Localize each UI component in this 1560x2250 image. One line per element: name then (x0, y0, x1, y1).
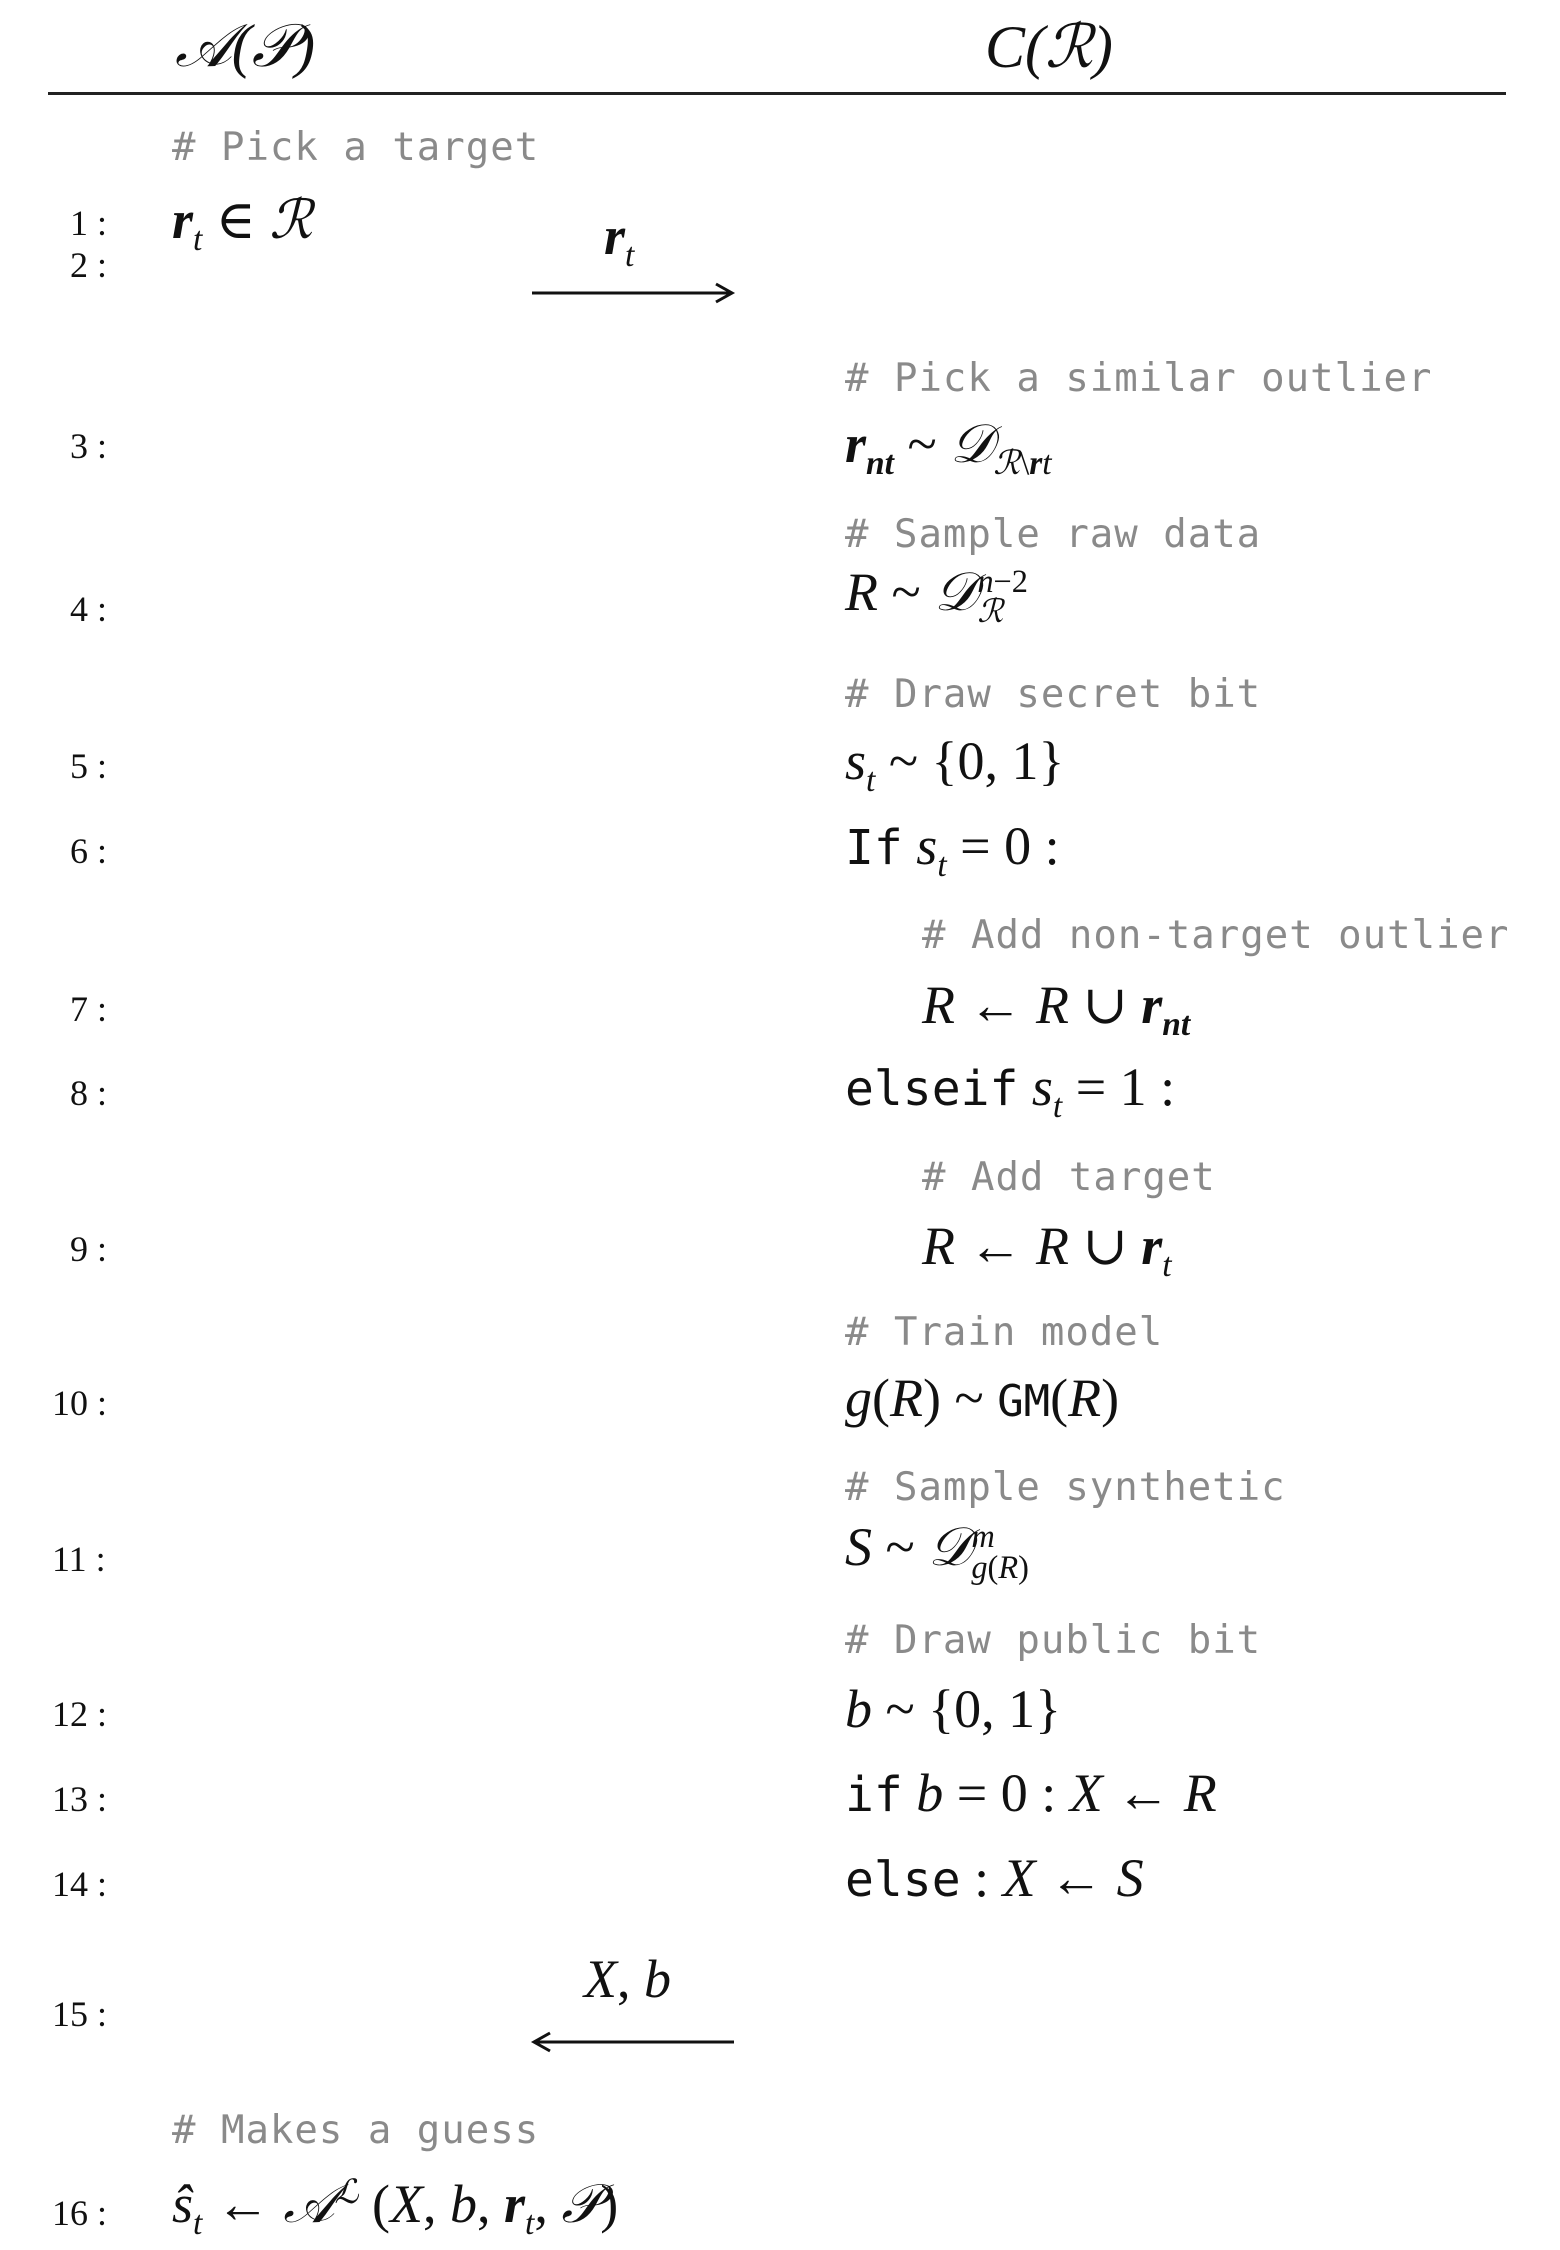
comment-add-target: # Add target (922, 1155, 1216, 1200)
target-selection-expression: $r_t$ ∈ ℛ (172, 188, 313, 258)
public-bit-expression: b ~ {0, 1} (845, 1679, 1062, 1739)
if-keyword: If (845, 820, 903, 876)
guess-expression: $ŝ_t$ ← 𝒜$^ℒ$ (X, b, $r_t$, 𝒫) (172, 2172, 619, 2242)
comment-sample-raw-data: # Sample raw data (845, 512, 1262, 557)
else-keyword: else (845, 1852, 961, 1908)
line-number-16: 16 : (52, 2193, 108, 2233)
comment-add-non-target-outlier: # Add non-target outlier (922, 913, 1510, 958)
line-number-3: 3 : (70, 426, 108, 466)
else-statement: else : X ← S (845, 1848, 1144, 1908)
comment-pick-target: # Pick a target (172, 125, 540, 170)
adversary-header: 𝒜(𝒫) (175, 13, 315, 79)
train-model-expression: g(R) ~ GM(R) (845, 1368, 1120, 1428)
elseif-keyword: elseif (845, 1061, 1019, 1117)
if-public-zero-statement: if b = 0 : X ← R (845, 1763, 1217, 1823)
line-number-11: 11 : (52, 1539, 106, 1579)
line-number-10: 10 : (52, 1383, 108, 1423)
challenger-header: C(ℛ) (985, 14, 1113, 80)
line-number-14: 14 : (52, 1864, 108, 1904)
header-rule (48, 92, 1506, 95)
line-number-13: 13 : (52, 1779, 108, 1819)
line-number-15: 15 : (52, 1994, 108, 2034)
add-target-expression: R ← R ∪ $r_t$ (922, 1216, 1172, 1284)
comment-pick-similar-outlier: # Pick a similar outlier (845, 356, 1433, 401)
line-number-9: 9 : (70, 1229, 108, 1269)
line-number-2: 2 : (70, 245, 108, 285)
comment-sample-synthetic: # Sample synthetic (845, 1465, 1286, 1510)
comment-makes-a-guess: # Makes a guess (172, 2108, 540, 2153)
arrow-left-icon (528, 2027, 738, 2057)
comment-draw-public-bit: # Draw public bit (845, 1618, 1262, 1663)
line-number-7: 7 : (70, 989, 108, 1029)
elseif-secret-one-statement: elseif $s_t = 1$ : (845, 1057, 1176, 1125)
arrow-right-icon (530, 278, 736, 308)
line-number-8: 8 : (70, 1073, 108, 1113)
synthetic-sampling-expression: S ~ 𝒟m g(R) (845, 1515, 1029, 1586)
line-number-6: 6 : (70, 831, 108, 871)
line-number-5: 5 : (70, 746, 108, 786)
message-rt-label: $r_t$ (604, 206, 635, 274)
outlier-sampling-expression: $r_{nt}$ ~ 𝒟$_{ℛ\backslash rt}$ (845, 412, 1052, 482)
gm-keyword: GM (997, 1376, 1051, 1427)
add-outlier-expression: R ← R ∪ $r_{nt}$ (922, 975, 1191, 1043)
line-number-12: 12 : (52, 1694, 108, 1734)
raw-data-sampling-expression: R ~ 𝒟n−2 ℛ (845, 560, 1028, 631)
secret-bit-expression: $s_t$ ~ {0, 1} (845, 731, 1065, 799)
line-number-4: 4 : (70, 589, 108, 629)
message-xb-label: X, b (584, 1949, 671, 2009)
comment-draw-secret-bit: # Draw secret bit (845, 672, 1262, 717)
if-secret-zero-statement: If $s_t = 0$ : (845, 816, 1060, 884)
comment-train-model: # Train model (845, 1310, 1164, 1355)
line-number-1: 1 : (70, 203, 108, 243)
if-lower-keyword: if (845, 1767, 903, 1823)
